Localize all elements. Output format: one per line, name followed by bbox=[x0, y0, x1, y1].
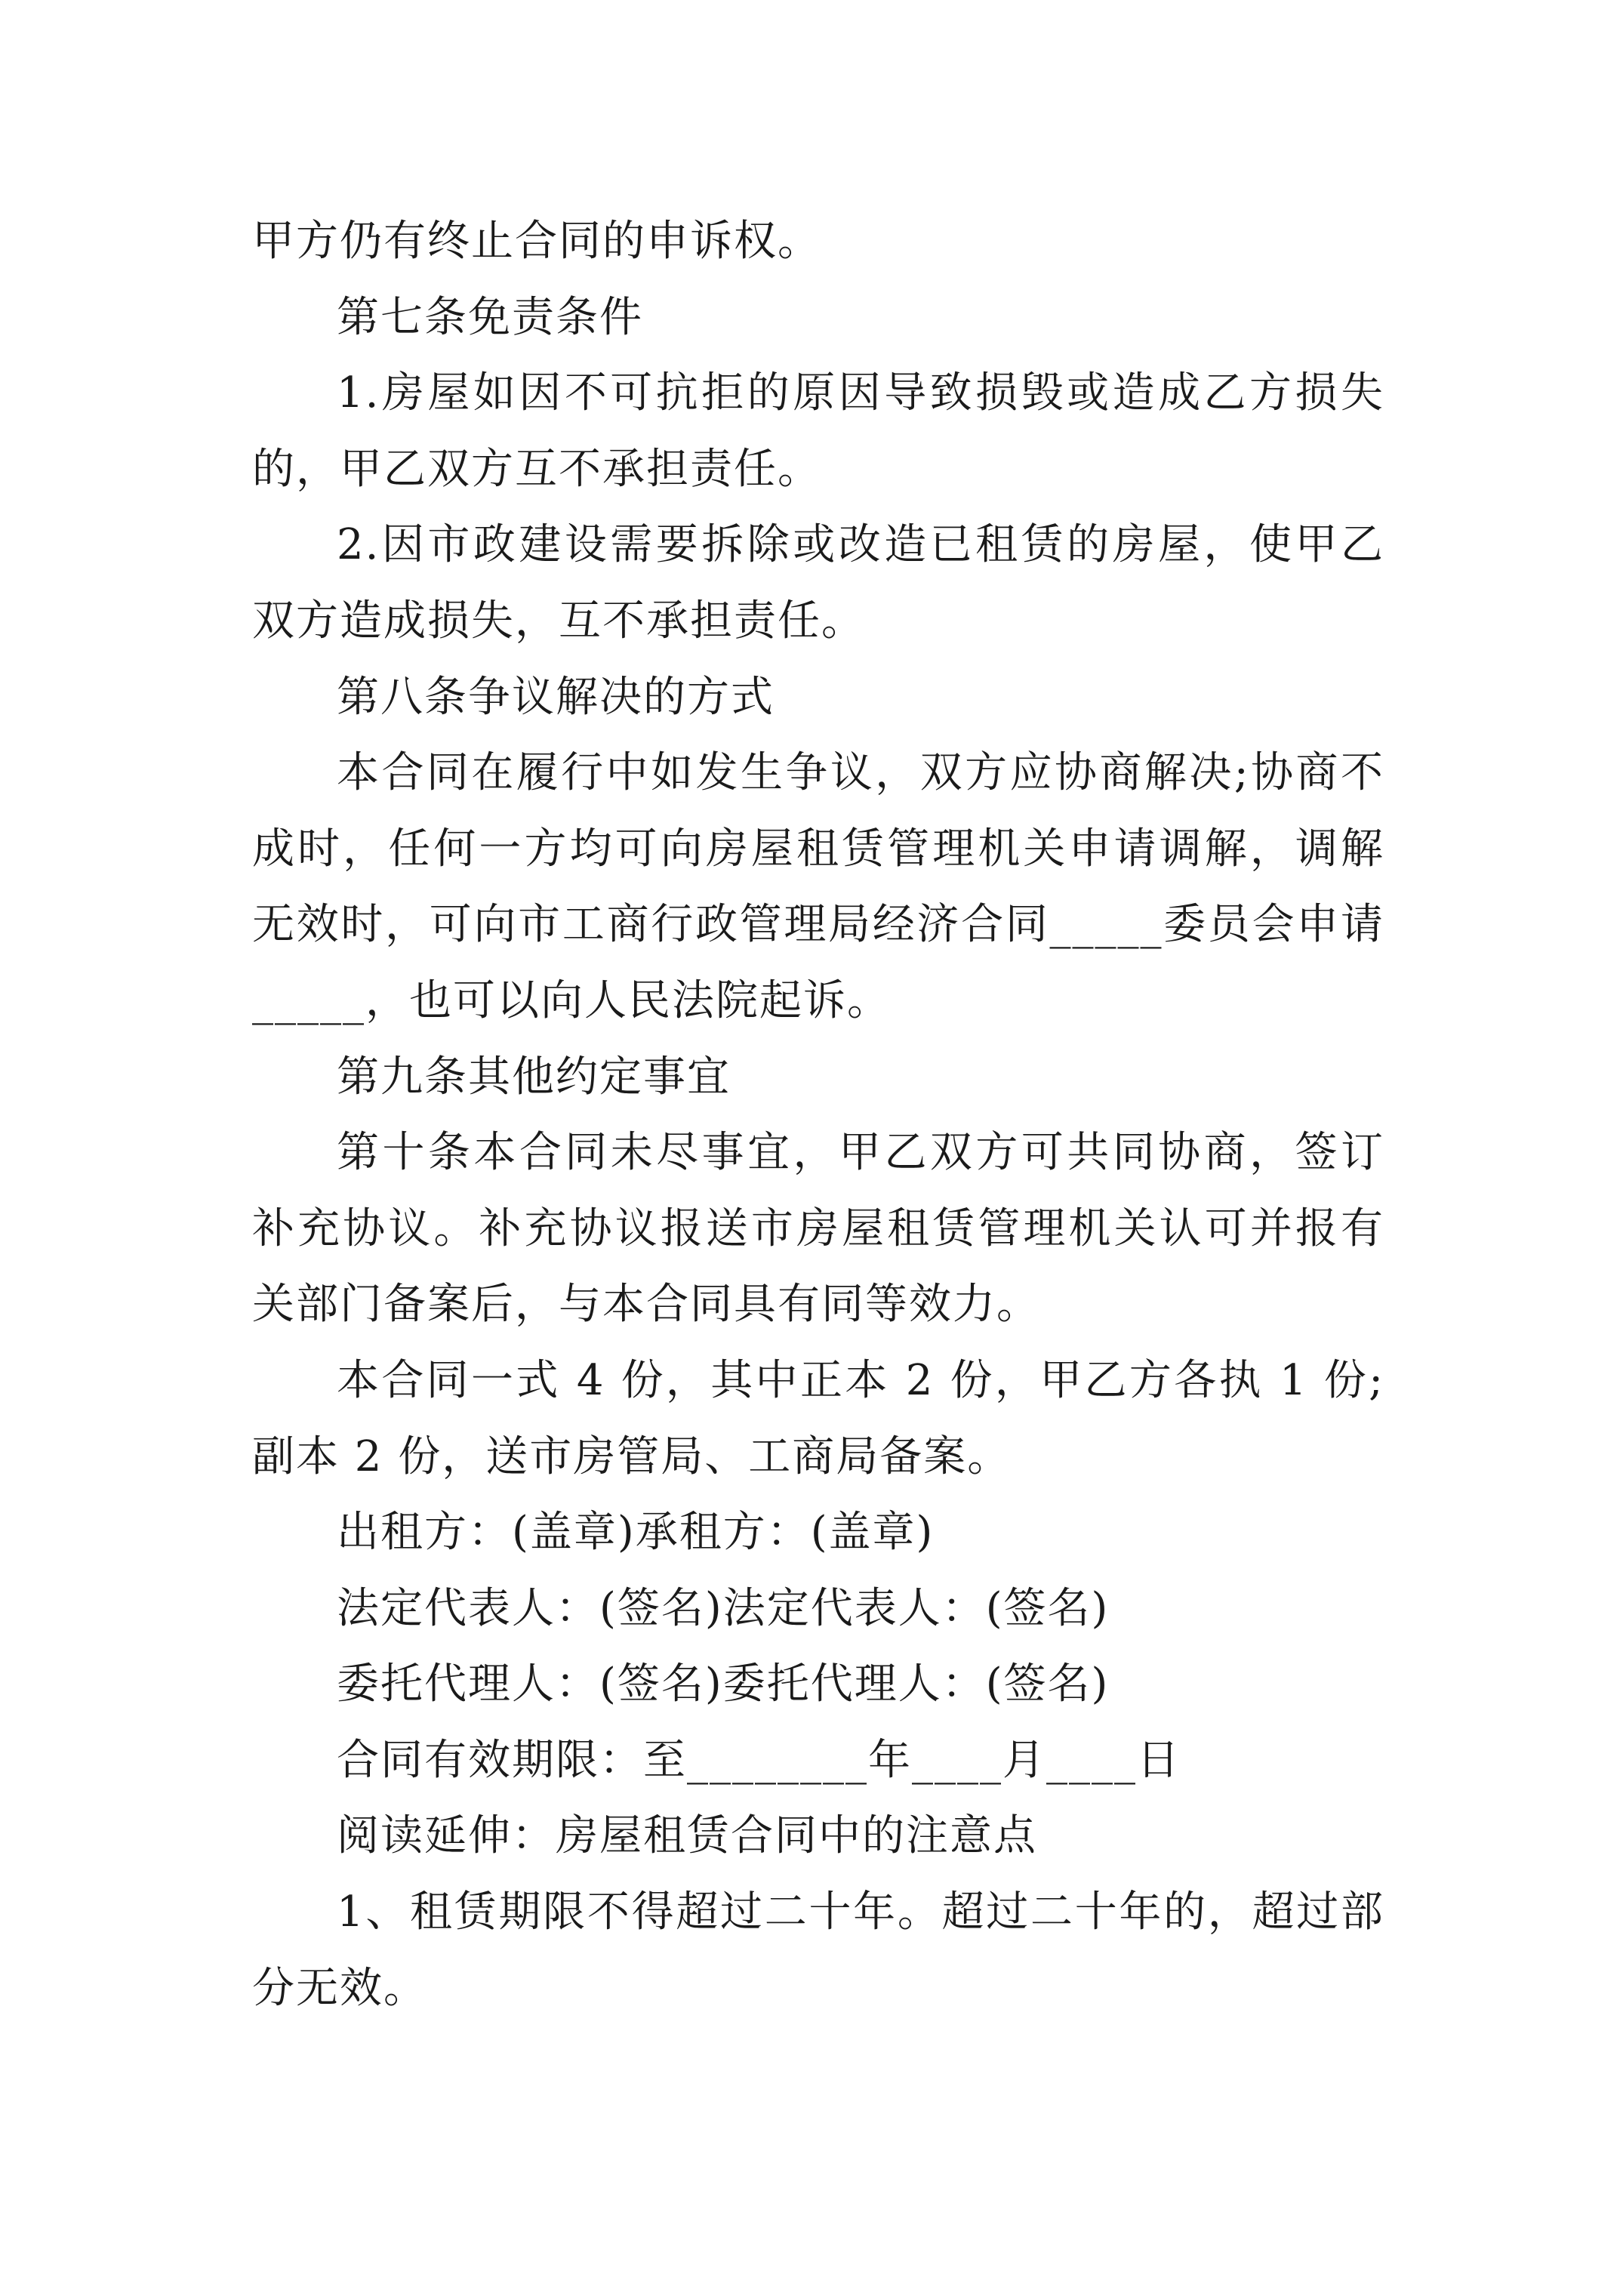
heading-further-reading: 阅读延伸：房屋租赁合同中的注意点 bbox=[337, 1811, 1037, 1861]
heading-article-8: 第八条争议解决的方式 bbox=[337, 672, 775, 722]
contract-validity-line: 合同有效期限：至________年____月____日 bbox=[337, 1735, 1181, 1785]
paragraph-article-10: 第十条本合同未尽事宜，甲乙双方可共同协商，签订补充协议。补充协议报送市房屋租赁管理机关认可并报有关部门备案后，与本合同具有同等效力。 bbox=[252, 1128, 1384, 1330]
signature-line-parties: 出租方：(盖章)承租方：(盖章) bbox=[337, 1508, 935, 1558]
paragraph-municipal-demolition: 2.因市政建设需要拆除或改造已租赁的房屋，使甲乙双方造成损失，互不承担责任。 bbox=[252, 520, 1384, 646]
paragraph-appeal-right: 甲方仍有终止合同的申诉权。 bbox=[252, 217, 821, 266]
paragraph-dispute-resolution: 本合同在履行中如发生争议，双方应协商解决;协商不成时，任何一方均可向房屋租赁管理机关申请调解，调解无效时，可向市工商行政管理局经济合同_____委员会申请_____，也可以向人民法院起诉。 bbox=[252, 748, 1384, 1025]
paragraph-copies: 本合同一式 4 份，其中正本 2 份，甲乙方各执 1 份;副本 2 份，送市房管局、工商局备案。 bbox=[252, 1355, 1384, 1481]
signature-line-agent: 委托代理人：(签名)委托代理人：(签名) bbox=[337, 1660, 1110, 1709]
heading-article-9: 第九条其他约定事宜 bbox=[337, 1052, 731, 1102]
paragraph-lease-term-limit: 1、租赁期限不得超过二十年。超过二十年的，超过部分无效。 bbox=[252, 1888, 1384, 2013]
document-body bbox=[252, 204, 1384, 2026]
paragraph-force-majeure: 1.房屋如因不可抗拒的原因导致损毁或造成乙方损失的，甲乙双方互不承担责任。 bbox=[252, 368, 1384, 494]
signature-line-legal-rep: 法定代表人：(签名)法定代表人：(签名) bbox=[337, 1583, 1110, 1633]
heading-article-7: 第七条免责条件 bbox=[337, 292, 643, 342]
